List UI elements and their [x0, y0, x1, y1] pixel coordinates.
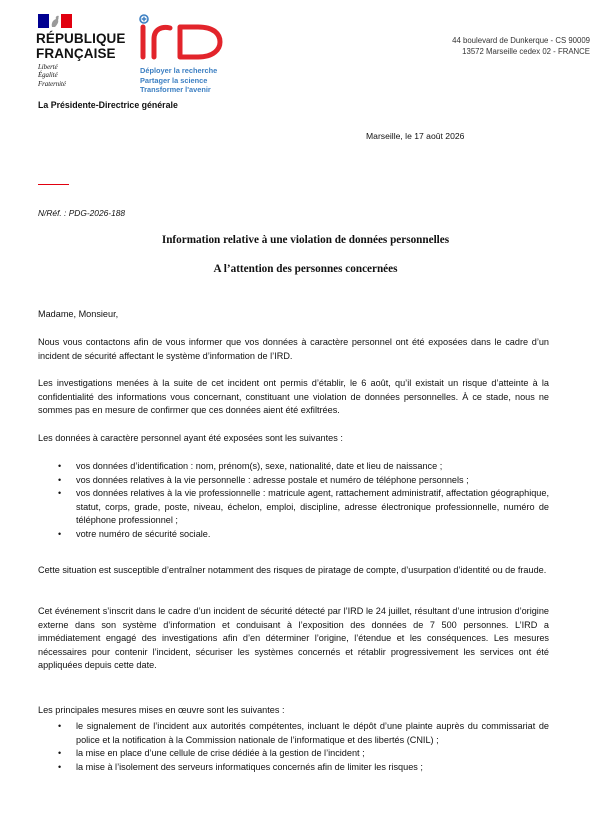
- republique-francaise-flag: [38, 14, 72, 28]
- paragraph-6: Les principales mesures mises en œuvre sont les suivantes :: [38, 705, 285, 715]
- reference: N/Réf. : PDG-2026-188: [38, 208, 126, 218]
- exposed-data-list: [38, 460, 549, 541]
- list-item: • vos données relatives à la vie personnelle : adresse postale et numéro de téléphone personnels ;: [58, 474, 469, 485]
- list-item: • la mise en place d’une cellule de crise dédiée à la gestion de l’incident ;: [58, 748, 365, 758]
- rf-title: RÉPUBLIQUE FRANÇAISE: [36, 31, 126, 61]
- paragraph-4: Cette situation est susceptible d’entraîner notamment des risques de piratage de compte, d’usurpation d’identité ou de fraude.: [38, 565, 547, 575]
- marianne-icon: [49, 14, 61, 28]
- list-item: • la mise à l’isolement des serveurs informatiques concernés afin de limiter les risques ;: [58, 761, 423, 772]
- list-item: • votre numéro de sécurité sociale.: [58, 528, 211, 539]
- list-item: • vos données d’identification : nom, prénom(s), sexe, nationalité, date et lieu de naissance ;: [58, 461, 443, 471]
- paragraph-5: Cet événement s’inscrit dans le cadre d’un incident de sécurité détecté par l’IRD le 24 juillet, résultant d’une intrusion d’origine externe dans son système d’information et conduisant à l’exposition des données de 7 500 personnes. L’IRD a immédiatement engagé des investigations afin d’en déterminer l’origine, l’étendue et les conséquences. Les mesures nécessaires pour contenir l’incident, sécuriser les systèmes concernés et rétablir progressivement les services ont été appliquées depuis cette date.: [38, 606, 549, 670]
- measures-list: [38, 720, 549, 774]
- letter-date: Marseille, le 17 août 2026: [366, 131, 465, 141]
- red-divider: [38, 184, 69, 185]
- ird-logo: [138, 13, 234, 63]
- paragraph-3: Les données à caractère personnel ayant été exposées sont les suivantes :: [38, 433, 343, 443]
- paragraph-1: Nous vous contactons afin de vous informer que vos données à caractère personnel ont été exposées dans le cadre d’un incident de sécurité affectant le système d’information de l’IRD.: [38, 337, 549, 361]
- list-item: • le signalement de l’incident aux autorités compétentes, incluant le dépôt d’une plainte auprès du commissariat de police et la notification à la Commission nationale de l’informatique et des libertés (CNIL) ;: [58, 721, 549, 745]
- signatory-title: La Présidente-Directrice générale: [38, 100, 178, 110]
- rf-motto: Liberté Égalité Fraternité: [38, 64, 66, 88]
- subject-line-1: Information relative à une violation de données personnelles: [161, 234, 450, 246]
- list-item: • vos données relatives à la vie professionnelle : matricule agent, rattachement administratif, affectation géographique, statut, corps, grade, poste, niveau, échelon, emploi, discipline, adresse électronique professionnelle, numéro de téléphone professionnel ;: [58, 488, 549, 525]
- sender-address: 44 boulevard de Dunkerque - CS 90009 13572 Marseille cedex 02 - FRANCE: [452, 36, 590, 56]
- salutation: Madame, Monsieur,: [38, 309, 119, 319]
- ird-tagline: Déployer la recherche Partager la science Transformer l'avenir: [140, 66, 218, 94]
- subject-line-2: A l’attention des personnes concernées: [213, 263, 398, 275]
- paragraph-2: Les investigations menées à la suite de cet incident ont permis d’établir, le 6 août, qu’il existait un risque d’atteinte à la confidentialité des informations vous concernant, constituant une violation de données personnelles. À ce stade, nous ne sommes pas en mesure de confirmer que ces données aient été exfiltrées.: [38, 378, 549, 415]
